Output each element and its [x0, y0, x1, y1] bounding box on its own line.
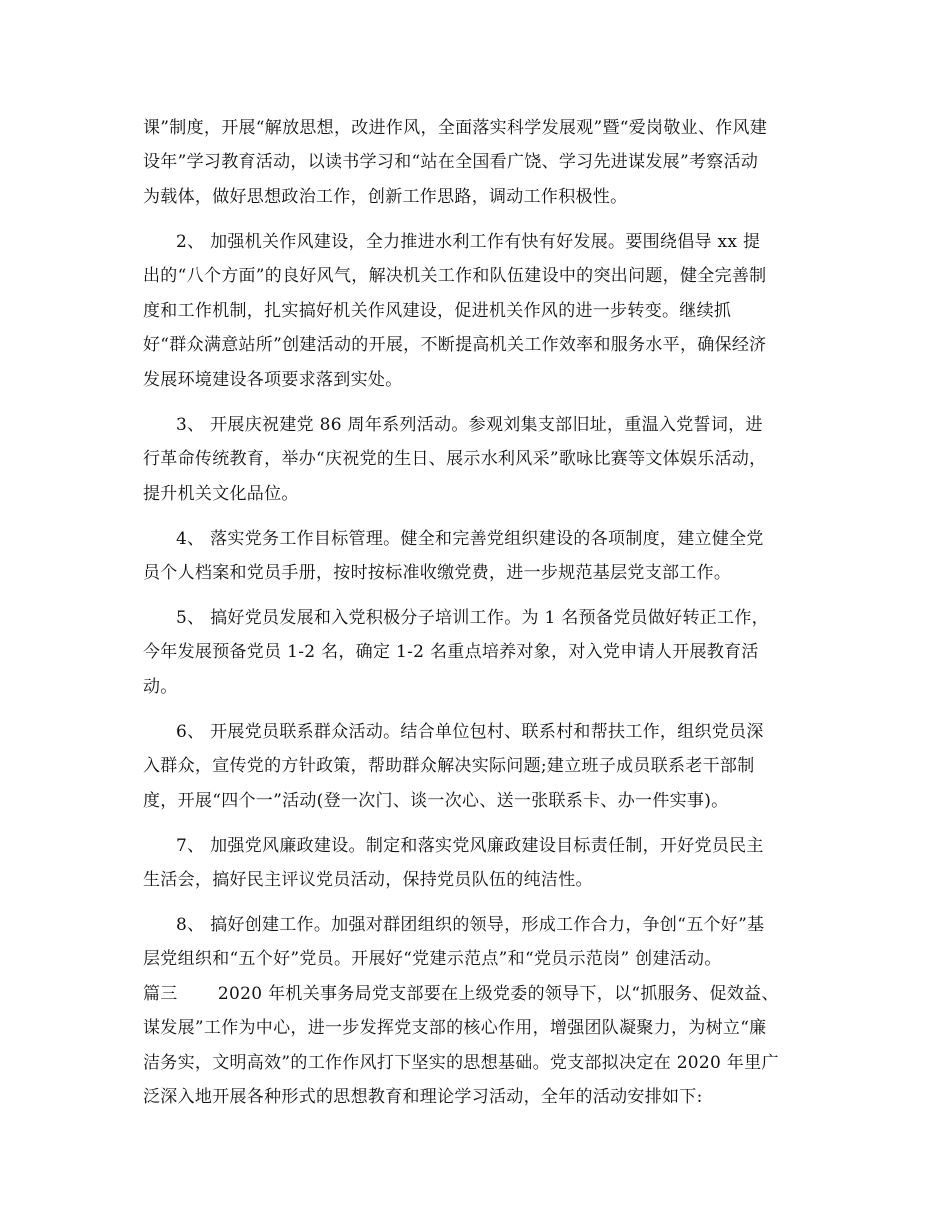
- text-line: 度和工作机制，扎实搞好机关作风建设，促进机关作风的进一步转变。继续抓: [143, 301, 732, 321]
- text-line: 出的“八个方面”的良好风气，解决机关工作和队伍建设中的突出问题，健全完善制: [143, 266, 767, 286]
- text-line: 3、 开展庆祝建党 86 周年系列活动。参观刘集支部旧址，重温入党誓词，进: [176, 415, 763, 435]
- text-line: 设年”学习教育活动，以读书学习和“站在全国看广饶、学习先进谋发展”考察活动: [143, 152, 759, 172]
- text-line: 为载体，做好思想政治工作，创新工作思路，调动工作积极性。: [143, 187, 628, 207]
- text-line: 谋发展”工作为中心，进一步发挥党支部的核心作用，增强团队凝聚力，为树立“廉: [143, 1018, 767, 1038]
- text-line: 洁务实，文明高效”的工作作风打下坚实的思想基础。党支部拟决定在 2020 年里广: [143, 1053, 779, 1073]
- text-line: 员个人档案和党员手册，按时按标准收缴党费，进一步规范基层党支部工作。: [143, 563, 732, 583]
- text-line: 课”制度，开展“解放思想，改进作风，全面落实科学发展观”暨“爱岗敬业、作风建: [143, 118, 768, 138]
- text-line: 5、 搞好党员发展和入党积极分子培训工作。为 1 名预备党员做好转正工作，: [176, 608, 769, 628]
- text-line: 层党组织和“五个好”党员。开展好“党建示范点”和“党员示范岗” 创建活动。: [143, 949, 722, 969]
- text-line: 入群众，宣传党的方针政策，帮助群众解决实际问题;建立班子成员联系老干部制: [143, 756, 755, 776]
- text-line: 生活会，搞好民主评议党员活动，保持党员队伍的纯洁性。: [143, 870, 593, 890]
- text-line: 发展环境建设各项要求落到实处。: [143, 370, 403, 390]
- text-line: 今年发展预备党员 1-2 名，确定 1-2 名重点培养对象，对入党申请人开展教育活: [143, 642, 759, 662]
- text-line: 动。: [143, 677, 178, 697]
- text-line: 提升机关文化品位。: [143, 484, 299, 504]
- text-line: 度，开展“四个一”活动(登一次门、谈一次心、送一张联系卡、办一件实事)。: [143, 791, 729, 811]
- text-line: 4、 落实党务工作目标管理。健全和完善党组织建设的各项制度，建立健全党: [176, 529, 764, 549]
- text-line: 8、 搞好创建工作。加强对群团组织的领导，形成工作合力，争创“五个好”基: [176, 915, 765, 935]
- text-line: 2、 加强机关作风建设，全力推进水利工作有快有好发展。要围绕倡导 xx 提: [176, 232, 761, 252]
- text-line: 篇三 2020 年机关事务局党支部要在上级党委的领导下，以“抓服务、促效益、: [143, 984, 779, 1004]
- text-line: 6、 开展党员联系群众活动。结合单位包村、联系村和帮扶工作，组织党员深: [176, 722, 764, 742]
- text-line: 泛深入地开展各种形式的思想教育和理论学习活动，全年的活动安排如下:: [143, 1087, 703, 1107]
- text-line: 7、 加强党风廉政建设。制定和落实党风廉政建设目标责任制，开好党员民主: [176, 836, 764, 856]
- text-line: 好“群众满意站所”创建活动的开展，不断提高机关工作效率和服务水平，确保经济: [143, 335, 767, 355]
- text-line: 行革命传统教育，举办“庆祝党的生日、展示水利风采”歌咏比赛等文体娱乐活动，: [143, 449, 767, 469]
